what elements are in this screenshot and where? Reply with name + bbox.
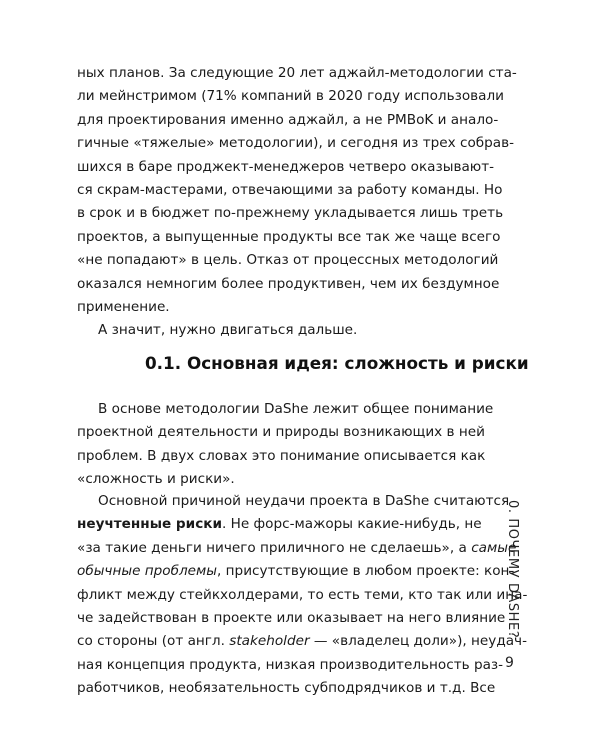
closing-line: А значит, нужно двигаться дальше. <box>98 322 358 339</box>
text-line: ся скрам-мастерами, отвечающими за работу команды. Но <box>77 181 503 198</box>
text-line: гичные «тяжелые» методологии), и сегодня из трех собрав- <box>77 135 515 152</box>
italic-term: самые <box>471 539 517 556</box>
top-paragraph <box>77 62 517 343</box>
text-line: «не попадают» в цель. Отказ от процессных методологий <box>77 252 499 269</box>
text-line <box>77 630 527 653</box>
text-fragment: со стороны (от англ. <box>77 633 230 650</box>
page-number: 9 <box>505 655 514 671</box>
text-line: фликт между стейкхолдерами, то есть теми, кто так или ина- <box>77 586 528 603</box>
text-line: шихся в баре проджект-менеджеров четверо оказывают- <box>77 158 495 175</box>
italic-term: обычные проблемы <box>77 563 218 580</box>
text-line: В основе методологии DaShe лежит общее понимание <box>98 401 494 417</box>
text-fragment: «за такие деньги ничего приличного не сделаешь», а <box>77 539 472 556</box>
intro-paragraph <box>77 398 494 492</box>
text-line: проектной деятельности и природы возникающих в ней <box>77 424 485 441</box>
text-line: для проектирования именно аджайл, а не PMBoK и анало- <box>77 111 499 128</box>
text-line: ная концепция продукта, низкая производительность раз- <box>77 656 504 673</box>
text-line <box>77 537 517 560</box>
text-line: че задействован в проекте или оказывает на него влияние <box>77 609 506 626</box>
section-heading: 0.1. Основная идея: сложность и риски <box>145 353 529 373</box>
text-line: Основной причиной неудачи проекта в DaShe считаются <box>98 493 510 509</box>
text-line: проектов, а выпущенные продукты все так же чаще всего <box>77 228 501 245</box>
text-line <box>77 560 515 583</box>
italic-term: stakeholder <box>229 633 310 650</box>
bold-term: неучтенные риски <box>77 516 222 533</box>
text-line <box>77 513 482 536</box>
text-line: в срок и в бюджет по-прежнему укладывается лишь треть <box>77 205 504 222</box>
text-line: ных планов. За следующие 20 лет аджайл-методологии ста- <box>77 65 517 81</box>
running-title <box>504 500 520 675</box>
text-line: применение. <box>77 298 170 315</box>
text-fragment: — «владелец доли»), неудач- <box>309 633 527 650</box>
text-fragment: , присутствующие в любом проекте: кон- <box>217 563 515 580</box>
text-line: работчиков, необязательность субподрядчиков и т.д. Все <box>77 680 496 697</box>
text-line: «сложность и риски». <box>77 471 235 488</box>
text-line: проблем. В двух словах это понимание описывается как <box>77 447 486 464</box>
text-line: ли мейнстримом (71% компаний в 2020 году использовали <box>77 88 505 105</box>
text-line: оказался немногим более продуктивен, чем их бездумное <box>77 275 500 292</box>
text-fragment: . Не форс-мажоры какие-нибудь, не <box>222 516 482 533</box>
running-title-text: 0. ПОЧЕМУ DASHE? <box>505 500 520 639</box>
